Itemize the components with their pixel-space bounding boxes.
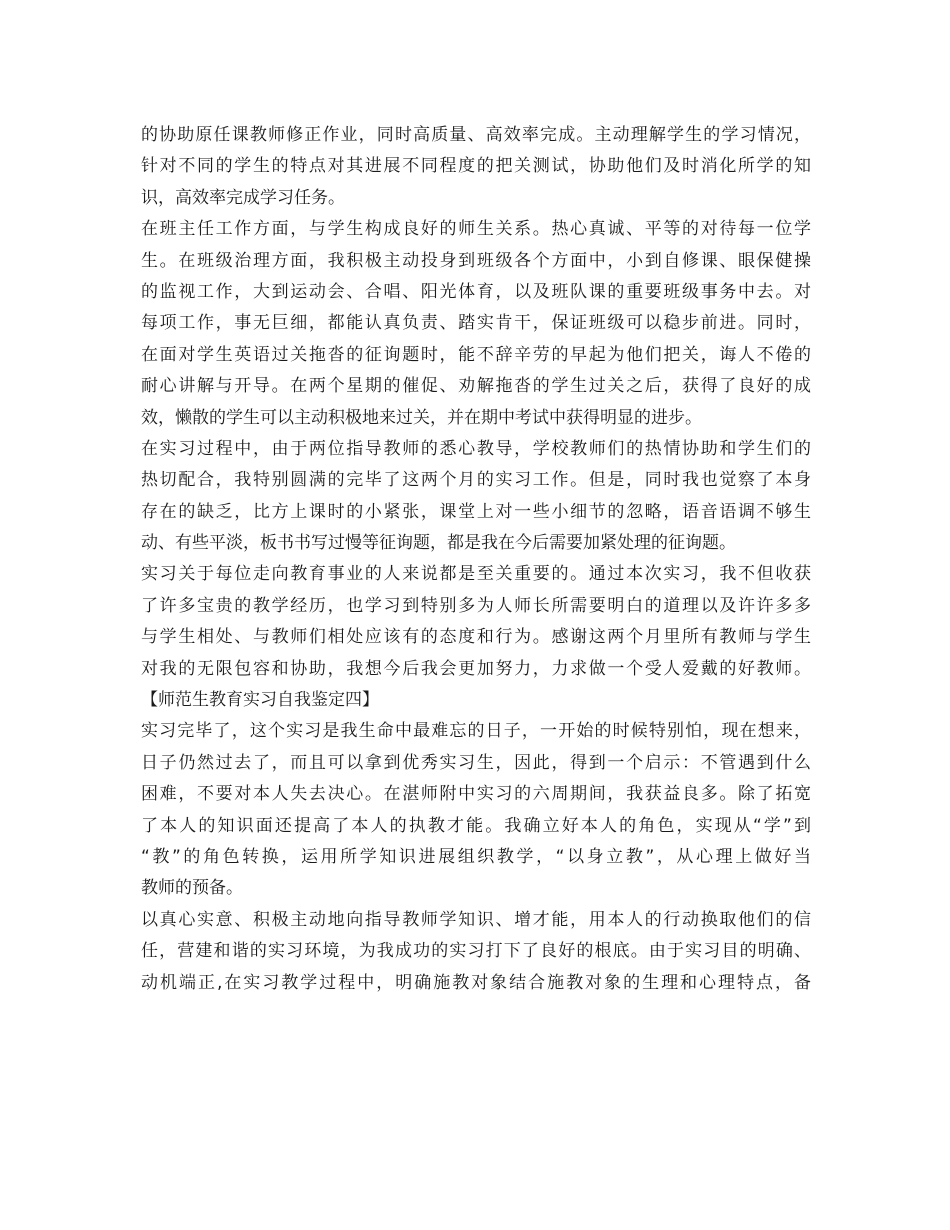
text-line: 了本人的知识面还提高了本人的执教才能。我确立好本人的角色，实现从“学”到 xyxy=(141,815,811,836)
text-line: 实习完毕了，这个实习是我生命中最难忘的日子，一开始的时候特别怕，现在想来， xyxy=(141,721,811,742)
text-line: 任，营建和谐的实习环境，为我成功的实习打下了良好的根底。由于实习目的明确、 xyxy=(141,941,811,962)
text-line: 效，懒散的学生可以主动积极地来过关，并在期中考试中获得明显的进步。 xyxy=(141,407,702,428)
text-line: 教师的预备。 xyxy=(141,878,243,899)
text-line: 以真心实意、积极主动地向指导教师学知识、增才能，用本人的行动换取他们的信 xyxy=(141,909,811,930)
text-line: 每项工作，事无巨细，都能认真负责、踏实肯干，保证班级可以稳步前进。同时， xyxy=(141,313,811,334)
text-line: 了许多宝贵的教学经历，也学习到特别多为人师长所需要明白的道理以及许许多多 xyxy=(141,595,811,616)
text-line: 动、有些平淡，板书书写过慢等征询题，都是我在今后需要加紧处理的征询题。 xyxy=(141,533,736,554)
text-line: 存在的缺乏，比方上课时的小紧张，课堂上对一些小细节的忽略，语音语调不够生 xyxy=(141,501,811,522)
text-line: 在实习过程中，由于两位指导教师的悉心教导，学校教师们的热情协助和学生们的 xyxy=(141,438,811,459)
text-line: 在面对学生英语过关拖沓的征询题时，能不辞辛劳的早起为他们把关，诲人不倦的 xyxy=(141,344,811,365)
text-line: 的协助原任课教师修正作业，同时高质量、高效率完成。主动理解学生的学习情况， xyxy=(141,125,811,145)
text-line: 热切配合，我特别圆满的完毕了这两个月的实习工作。但是，同时我也觉察了本身 xyxy=(141,470,811,491)
text-line: 耐心讲解与开导。在两个星期的催促、劝解拖沓的学生过关之后，获得了良好的成 xyxy=(141,376,811,397)
text-line: 日子仍然过去了，而且可以拿到优秀实习生，因此，得到一个启示：不管遇到什么 xyxy=(141,752,811,773)
text-line: 在班主任工作方面，与学生构成良好的师生关系。热心真诚、平等的对待每一位学 xyxy=(141,219,811,240)
text-line: “教”的角色转换，运用所学知识进展组织教学，“以身立教”，从心理上做好当 xyxy=(141,846,811,867)
text-line: 生。在班级治理方面，我积极主动投身到班级各个方面中，小到自修课、眼保健操 xyxy=(141,250,811,271)
text-line: 与学生相处、与教师们相处应该有的态度和行为。感谢这两个月里所有教师与学生 xyxy=(141,627,811,648)
text-line: 的监视工作，大到运动会、合唱、阳光体育，以及班队课的重要班级事务中去。对 xyxy=(141,281,811,302)
text-line: 动机端正,在实习教学过程中，明确施教对象结合施教对象的生理和心理特点，备 xyxy=(141,972,811,993)
text-line: 针对不同的学生的特点对其进展不同程度的把关测试，协助他们及时消化所学的知 xyxy=(141,156,811,177)
text-line: 识，高效率完成学习任务。 xyxy=(141,187,345,208)
text-line: 【师范生教育实习自我鉴定四】 xyxy=(141,690,379,711)
text-line: 困难，不要对本人失去决心。在湛师附中实习的六周期间，我获益良多。除了拓宽 xyxy=(141,784,811,805)
text-line: 实习关于每位走向教育事业的人来说都是至关重要的。通过本次实习，我不但收获 xyxy=(141,564,811,585)
text-line: 对我的无限包容和协助，我想今后我会更加努力，力求做一个受人爱戴的好教师。 xyxy=(141,658,811,679)
document-body-text xyxy=(141,120,811,999)
